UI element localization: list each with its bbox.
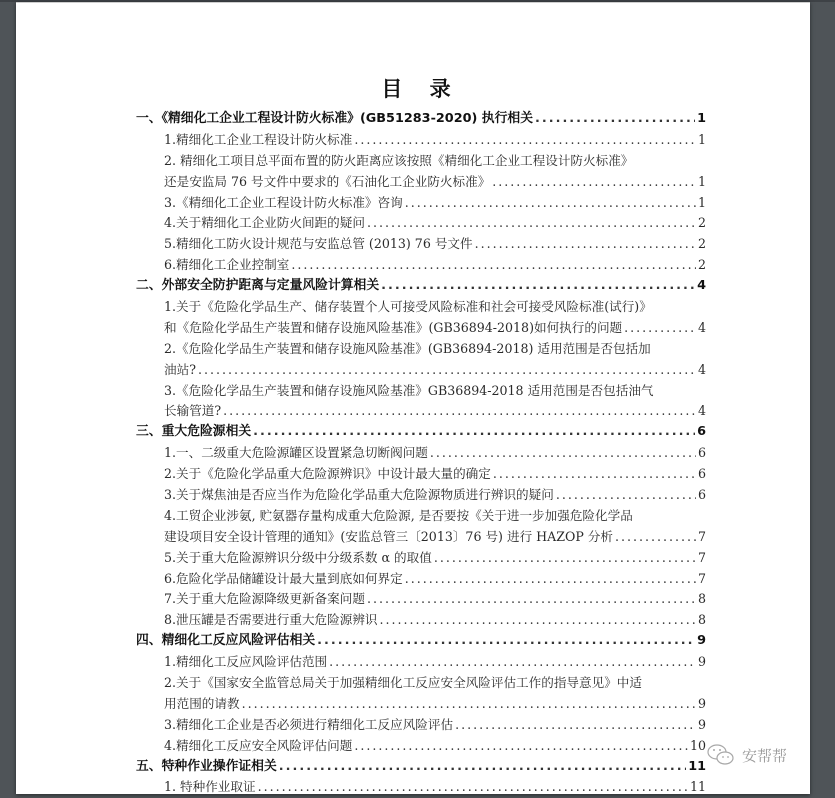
- toc-item[interactable]: [136, 318, 706, 339]
- dot-leader: [253, 422, 695, 443]
- toc-page-number: 2: [698, 213, 706, 234]
- toc-item-label: 4.精细化工反应安全风险评估问题: [164, 736, 352, 757]
- toc-item-line[interactable]: [136, 339, 706, 360]
- toc-item[interactable]: [136, 652, 706, 673]
- toc-item-line[interactable]: [136, 673, 706, 694]
- watermark: [706, 743, 787, 767]
- toc-page-number: 1: [698, 172, 706, 193]
- toc-item[interactable]: [136, 485, 706, 506]
- toc-item-label: 2.关于《国家安全监管总局关于加强精细化工反应安全风险评估工作的指导意见》中适: [164, 673, 642, 694]
- toc-item-label-continued: 还是安监局 76 号文件中要求的《石油化工企业防火标准》: [164, 172, 490, 193]
- dot-leader: [242, 694, 696, 715]
- toc-page-number: 10: [690, 736, 706, 757]
- dot-leader: [381, 276, 695, 297]
- toc-item[interactable]: [136, 464, 706, 485]
- toc-item[interactable]: [136, 234, 706, 255]
- watermark-text: 安帮帮: [742, 745, 787, 766]
- toc-item[interactable]: [136, 694, 706, 715]
- toc-item[interactable]: [136, 736, 706, 757]
- toc-page-number: 4: [698, 401, 706, 422]
- dot-leader: [475, 234, 696, 255]
- toc-item-label-continued: 用范围的请教: [164, 694, 240, 715]
- toc-section[interactable]: [136, 631, 706, 652]
- toc-item-line[interactable]: [136, 381, 706, 402]
- toc-item[interactable]: [136, 569, 706, 590]
- toc-page-number: 2: [698, 255, 706, 276]
- toc-item[interactable]: [136, 778, 706, 798]
- dot-leader: [380, 610, 696, 631]
- toc-item-label: 5.关于重大危险源辨识分级中分级系数 α 的取值: [164, 548, 432, 569]
- dot-leader: [367, 213, 696, 234]
- toc-item-label: 4.关于精细化工企业防火间距的疑问: [164, 213, 365, 234]
- toc-item-label-continued: 和《危险化学品生产装置和储存设施风险基准》(GB36894-2018)如何执行的问题: [164, 318, 622, 339]
- toc-page-number: 9: [698, 652, 706, 673]
- toc-item[interactable]: [136, 130, 706, 151]
- toc-page-number: 9: [698, 715, 706, 736]
- toc-item-line[interactable]: [136, 297, 706, 318]
- toc-item-label: 2. 精细化工项目总平面布置的防火距离应该按照《精细化工企业工程设计防火标准》: [164, 151, 633, 172]
- toc-page-number: 1: [698, 130, 706, 151]
- dot-leader: [493, 464, 696, 485]
- toc-item-label-continued: 建设项目安全设计管理的通知》(安监总管三〔2013〕76 号) 进行 HAZOP 分析: [164, 527, 613, 548]
- dot-leader: [198, 360, 696, 381]
- wechat-icon: [706, 743, 736, 767]
- table-of-contents: [136, 109, 706, 798]
- toc-page-number: 6: [697, 422, 706, 443]
- toc-section-label: 二、外部安全防护距离与定量风险计算相关: [136, 276, 379, 297]
- dot-leader: [223, 401, 696, 422]
- toc-item[interactable]: [136, 401, 706, 422]
- dot-leader: [556, 485, 696, 506]
- dot-leader: [329, 652, 696, 673]
- toc-page-number: 8: [698, 589, 706, 610]
- dot-leader: [354, 736, 688, 757]
- toc-item-label: 3.《精细化工企业工程设计防火标准》咨询: [164, 193, 403, 214]
- toc-item-label: 1.一、二级重大危险源罐区设置紧急切断阀问题: [164, 443, 428, 464]
- toc-item-label: 2.关于《危险化学品重大危险源辨识》中设计最大量的确定: [164, 464, 491, 485]
- dot-leader: [492, 172, 696, 193]
- toc-section[interactable]: [136, 422, 706, 443]
- toc-page-number: 1: [697, 109, 706, 130]
- toc-page-number: 7: [698, 569, 706, 590]
- toc-item[interactable]: [136, 715, 706, 736]
- toc-item-label: 3.关于煤焦油是否应当作为危险化学品重大危险源物质进行辨识的疑问: [164, 485, 554, 506]
- toc-page-number: 9: [697, 631, 706, 652]
- toc-item-label: 1. 特种作业取证: [164, 777, 256, 798]
- dot-leader: [354, 130, 696, 151]
- toc-section[interactable]: [136, 757, 706, 778]
- toc-item-line[interactable]: [136, 151, 706, 172]
- dot-leader: [535, 109, 695, 130]
- toc-item-label: 1.精细化工企业工程设计防火标准: [164, 130, 352, 151]
- toc-item-label: 8.泄压罐是否需要进行重大危险源辨识: [164, 610, 378, 631]
- toc-item-label-continued: 长输管道?: [164, 401, 221, 422]
- toc-section[interactable]: [136, 276, 706, 297]
- toc-page-number: 6: [698, 485, 706, 506]
- toc-page-number: 2: [698, 234, 706, 255]
- toc-page-number: 4: [697, 276, 706, 297]
- dot-leader: [430, 443, 696, 464]
- toc-item[interactable]: [136, 548, 706, 569]
- toc-item[interactable]: [136, 193, 706, 214]
- toc-item-label: 1.精细化工反应风险评估范围: [164, 652, 327, 673]
- toc-item[interactable]: [136, 172, 706, 193]
- toc-item-line[interactable]: [136, 506, 706, 527]
- dot-leader: [434, 548, 696, 569]
- toc-page-number: 1: [698, 193, 706, 214]
- toc-page-number: 11: [690, 777, 706, 798]
- toc-item[interactable]: [136, 527, 706, 548]
- dot-leader: [279, 757, 686, 778]
- dot-leader: [317, 631, 695, 652]
- toc-item-label: 3.精细化工企业是否必须进行精细化工反应风险评估: [164, 715, 453, 736]
- toc-item[interactable]: [136, 213, 706, 234]
- dot-leader: [624, 318, 696, 339]
- toc-item[interactable]: [136, 610, 706, 631]
- toc-item[interactable]: [136, 255, 706, 276]
- toc-item-label: 3.《危险化学品生产装置和储存设施风险基准》GB36894-2018 适用范围是否包括油气: [164, 381, 654, 402]
- toc-item-label: 1.关于《危险化学品生产、储存装置个人可接受风险标准和社会可接受风险标准(试行)》: [164, 297, 652, 318]
- toc-page-number: 7: [698, 527, 706, 548]
- dot-leader: [405, 193, 696, 214]
- dot-leader: [615, 527, 696, 548]
- toc-section-label: 四、精细化工反应风险评估相关: [136, 631, 315, 652]
- toc-section-label: 一、《精细化工企业工程设计防火标准》(GB51283-2020) 执行相关: [136, 109, 533, 130]
- document-page: [16, 2, 810, 794]
- toc-section-label: 五、特种作业操作证相关: [136, 757, 277, 778]
- dot-leader: [367, 589, 696, 610]
- toc-item-label: 4.工贸企业涉氨, 贮氨器存量构成重大危险源, 是否要按《关于进一步加强危险化学品: [164, 506, 633, 527]
- toc-item[interactable]: [136, 589, 706, 610]
- toc-item-label: 6.危险化学品储罐设计最大量到底如何界定: [164, 569, 403, 590]
- toc-page-number: 9: [698, 694, 706, 715]
- toc-page-number: 6: [698, 443, 706, 464]
- toc-page-number: 11: [688, 757, 706, 778]
- dot-leader: [405, 569, 696, 590]
- toc-section[interactable]: [136, 109, 706, 130]
- toc-page-number: 4: [698, 360, 706, 381]
- toc-item-label: 2.《危险化学品生产装置和储存设施风险基准》(GB36894-2018) 适用范围是否包括加: [164, 339, 651, 360]
- dot-leader: [455, 715, 696, 736]
- dot-leader: [258, 777, 688, 798]
- toc-item-label: 7.关于重大危险源降级更新备案问题: [164, 589, 365, 610]
- toc-page-number: 6: [698, 464, 706, 485]
- toc-item-label: 6.精细化工企业控制室: [164, 255, 289, 276]
- toc-page-number: 8: [698, 610, 706, 631]
- page-title: 目 录: [136, 73, 706, 103]
- toc-item[interactable]: [136, 360, 706, 381]
- toc-page-number: 7: [698, 548, 706, 569]
- toc-item-label: 5.精细化工防火设计规范与安监总管 (2013) 76 号文件: [164, 234, 473, 255]
- toc-page-number: 4: [698, 318, 706, 339]
- dot-leader: [291, 255, 696, 276]
- toc-item[interactable]: [136, 443, 706, 464]
- toc-section-label: 三、重大危险源相关: [136, 422, 251, 443]
- toc-item-label-continued: 油站?: [164, 360, 196, 381]
